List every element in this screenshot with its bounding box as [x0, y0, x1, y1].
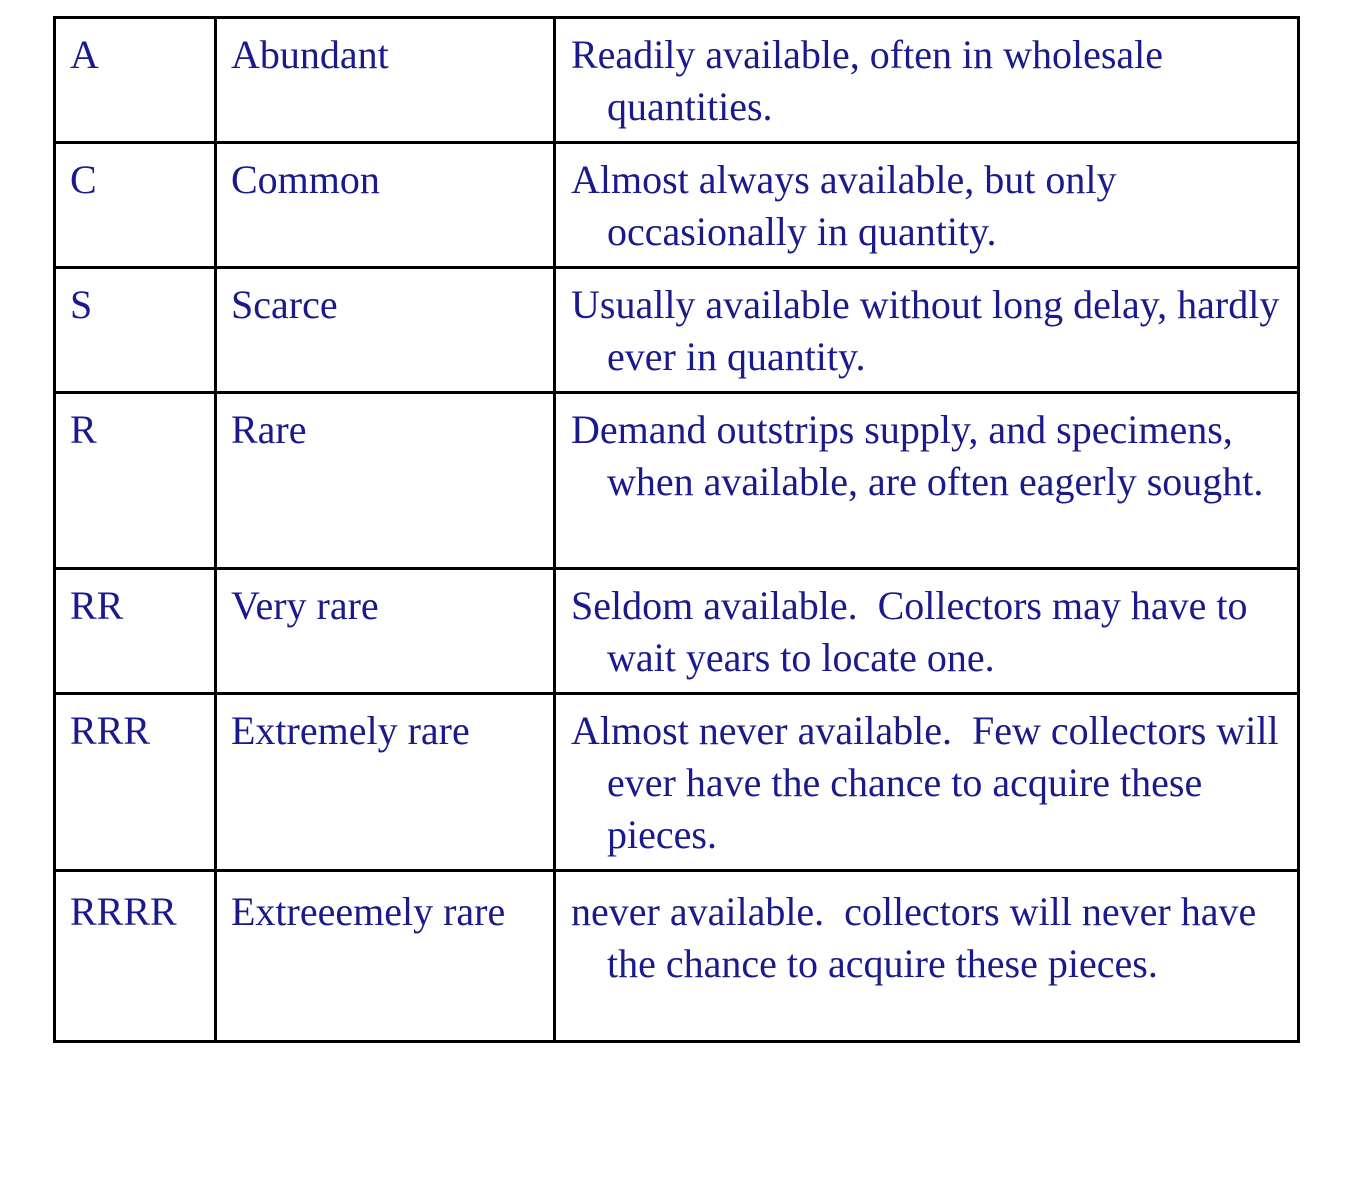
rarity-code: S: [55, 268, 216, 393]
rarity-name: Extreeemely rare: [216, 871, 555, 1042]
rarity-scale-table: [53, 16, 1300, 1043]
rarity-code: RR: [55, 569, 216, 694]
table-row: [55, 143, 1299, 268]
rarity-code: R: [55, 393, 216, 569]
rarity-code: C: [55, 143, 216, 268]
table-row: [55, 871, 1299, 1042]
rarity-description: Almost never available. Few collectors will ever have the chance to acquire these pieces.: [555, 694, 1299, 871]
rarity-code: RRRR: [55, 871, 216, 1042]
table-row: [55, 694, 1299, 871]
table-row: [55, 393, 1299, 569]
rarity-name: Common: [216, 143, 555, 268]
rarity-description: Seldom available. Collectors may have to wait years to locate one.: [555, 569, 1299, 694]
table-row: [55, 18, 1299, 143]
rarity-description: Demand outstrips supply, and specimens, when available, are often eagerly sought.: [555, 393, 1299, 569]
rarity-name: Extremely rare: [216, 694, 555, 871]
table-row: [55, 268, 1299, 393]
rarity-code: RRR: [55, 694, 216, 871]
rarity-name: Abundant: [216, 18, 555, 143]
rarity-description: Usually available without long delay, hardly ever in quantity.: [555, 268, 1299, 393]
rarity-name: Very rare: [216, 569, 555, 694]
table-row: [55, 569, 1299, 694]
rarity-name: Rare: [216, 393, 555, 569]
rarity-description: Almost always available, but only occasionally in quantity.: [555, 143, 1299, 268]
rarity-description: Readily available, often in wholesale quantities.: [555, 18, 1299, 143]
rarity-description: never available. collectors will never have the chance to acquire these pieces.: [555, 871, 1299, 1042]
rarity-code: A: [55, 18, 216, 143]
rarity-name: Scarce: [216, 268, 555, 393]
